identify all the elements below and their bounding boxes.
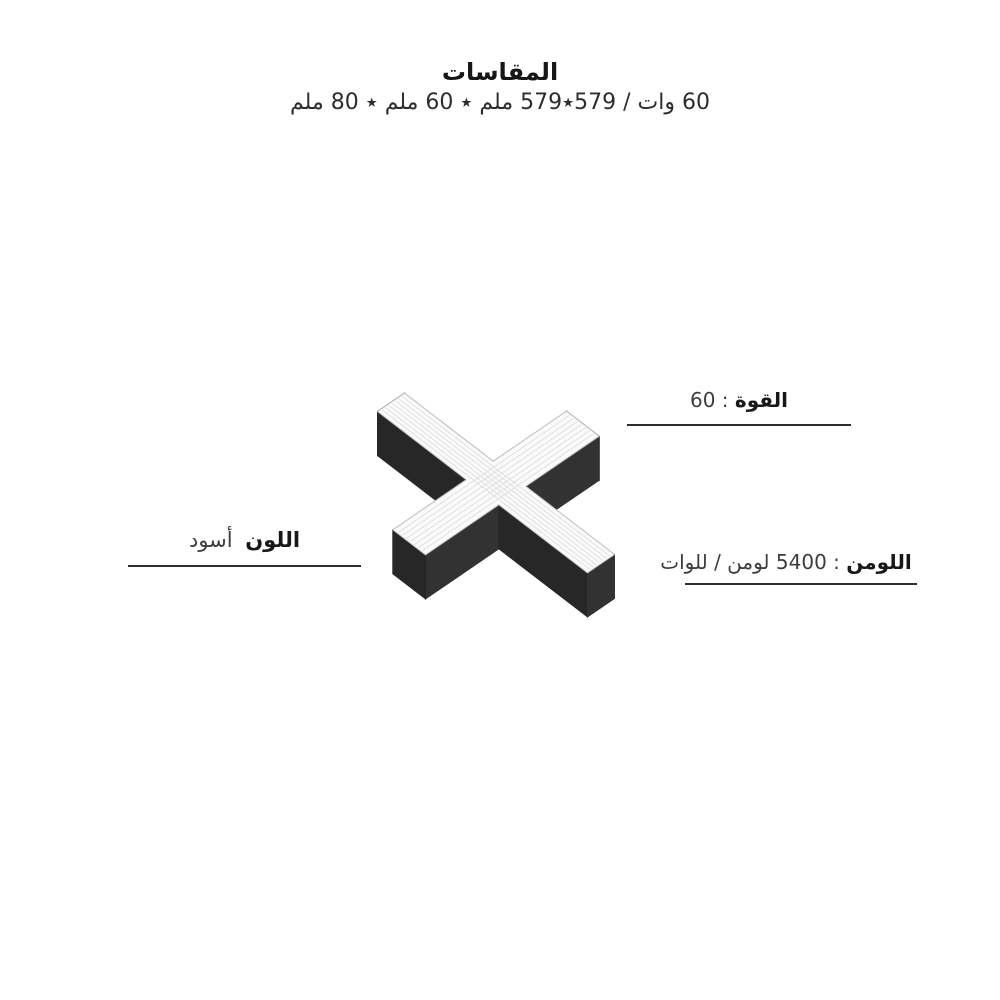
power-label: القوة: [734, 388, 788, 412]
power-value: : 60: [689, 388, 735, 412]
lumen-label: اللومن: [846, 550, 912, 574]
color-value: أسود: [188, 528, 240, 552]
dimensions-spec-line: 60 وات / 579٭579 ملم ٭ 60 ملم ٭ 80 ملم: [290, 90, 710, 115]
color-label: اللون: [245, 528, 301, 552]
page-title: المقاسات: [441, 58, 559, 86]
power-underline: [627, 424, 851, 426]
callout-lumen: [640, 548, 932, 576]
lumen-underline: [685, 583, 917, 585]
lumen-value: : 5400 لومن / للوات: [660, 550, 847, 574]
color-underline: [128, 565, 361, 567]
callout-power: [627, 386, 851, 414]
callout-color: [128, 526, 361, 554]
